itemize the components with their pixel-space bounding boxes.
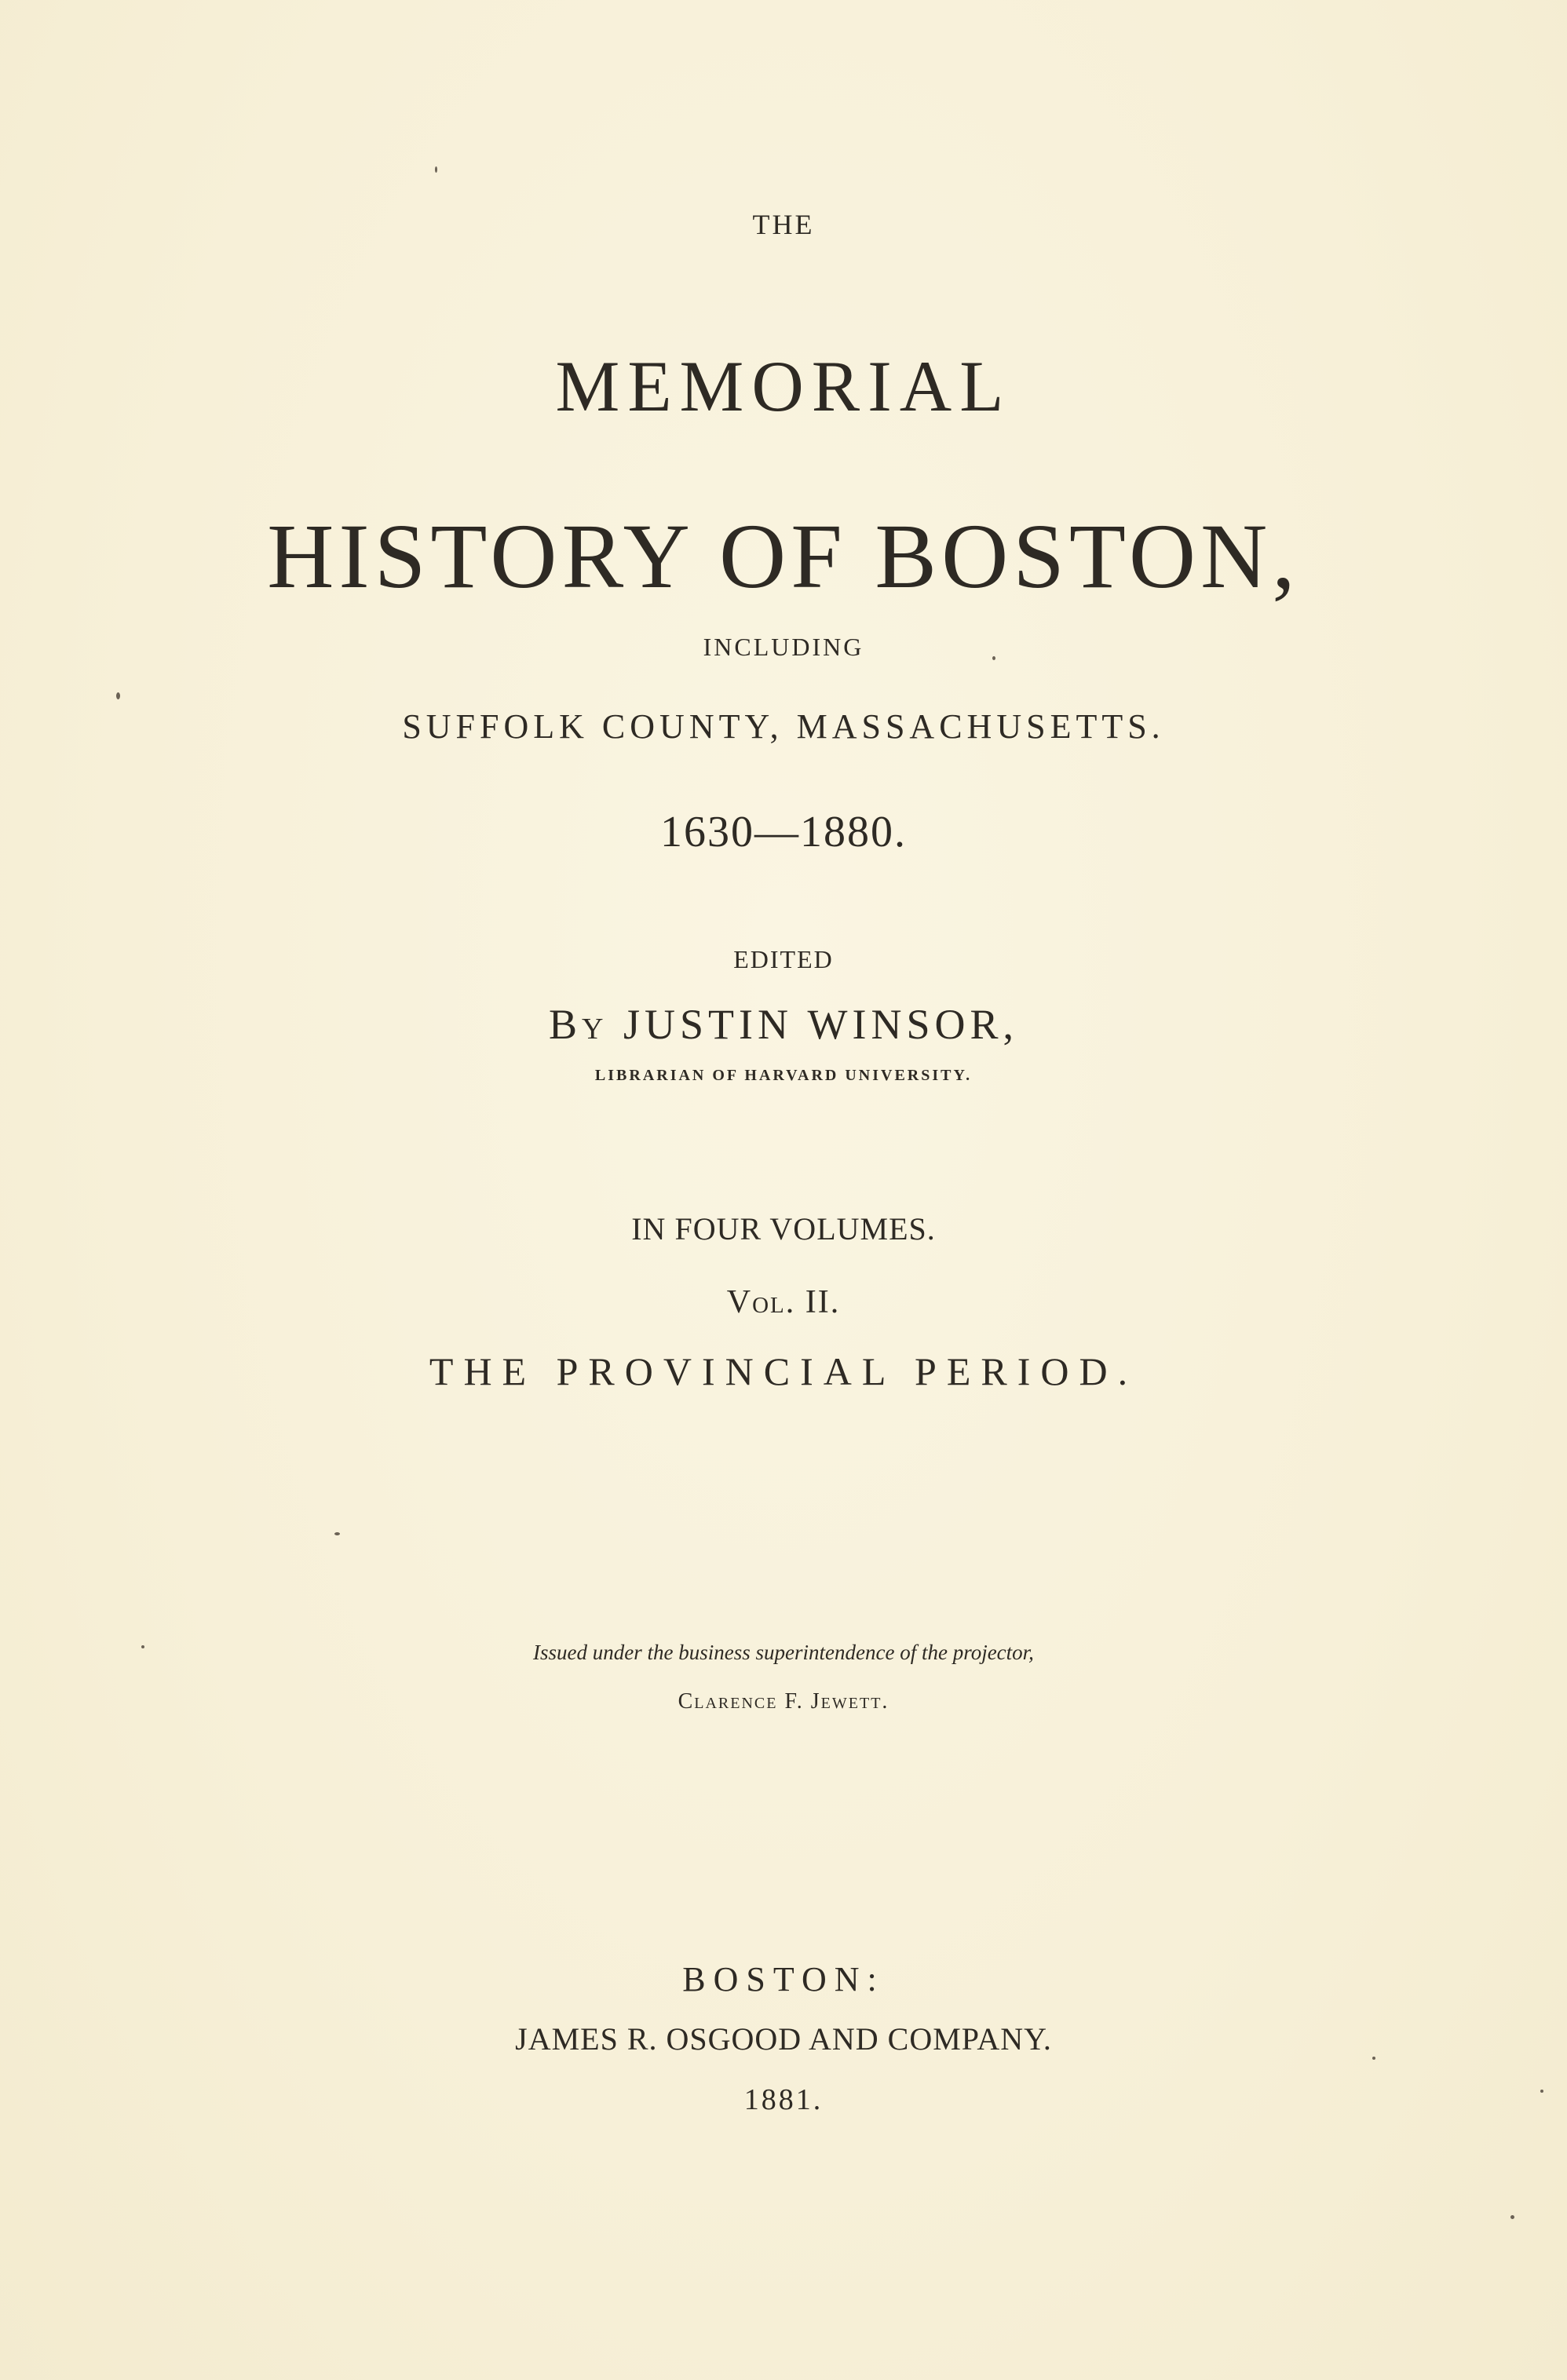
volume-number: Vol. II. — [726, 1284, 841, 1320]
date-range: 1630—1880. — [660, 808, 907, 856]
the-heading: THE — [752, 209, 815, 240]
paper-speck — [1510, 2215, 1514, 2219]
paper-speck — [992, 656, 995, 660]
edited-label: EDITED — [733, 945, 834, 973]
paper-speck — [334, 1532, 340, 1535]
issued-note: Issued under the business superintendence of the projector, — [533, 1641, 1034, 1664]
paper-speck — [435, 166, 437, 173]
paper-speck — [141, 1645, 144, 1648]
editor-title: LIBRARIAN OF HARVARD UNIVERSITY. — [594, 1067, 973, 1084]
projector-name: Clarence F. Jewett. — [678, 1689, 889, 1714]
subtitle: SUFFOLK COUNTY, MASSACHUSETTS. — [402, 707, 1165, 746]
paper-speck — [1540, 2090, 1543, 2093]
publication-year: 1881. — [743, 2083, 824, 2116]
paper-speck — [116, 692, 120, 699]
publication-place: BOSTON: — [682, 1960, 885, 1999]
paper-speck — [1372, 2057, 1375, 2060]
period-title: THE PROVINCIAL PERIOD. — [429, 1349, 1138, 1393]
volume-count: IN FOUR VOLUMES. — [631, 1211, 936, 1247]
including-label: INCLUDING — [703, 633, 864, 661]
publisher-name: JAMES R. OSGOOD AND COMPANY. — [515, 2021, 1052, 2057]
main-title: HISTORY OF BOSTON, — [267, 505, 1300, 608]
memorial-heading: MEMORIAL — [555, 346, 1012, 426]
editor-byline: By JUSTIN WINSOR, — [549, 1001, 1018, 1048]
